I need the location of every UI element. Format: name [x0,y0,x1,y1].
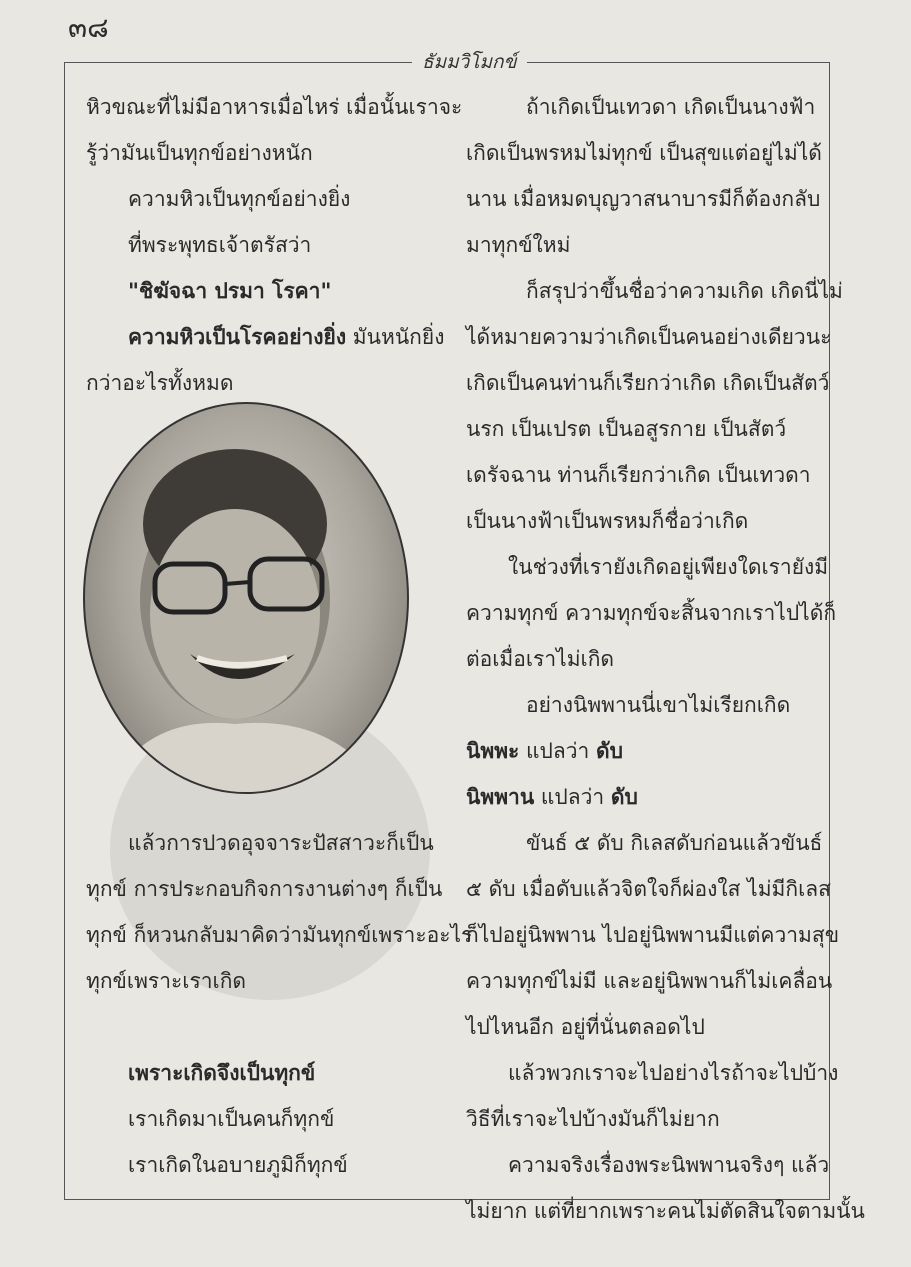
paragraph-line: ทุกข์เพราะเราเกิด [86,969,247,993]
page-number: ๓๘ [68,11,109,44]
paragraph-line: ความทุกข์ ความทุกข์จะสิ้นจากเราไปได้ก็ [466,601,837,625]
paragraph-line: ไม่ยาก แต่ที่ยากเพราะคนไม่ตัดสินใจตามนั้น [466,1199,865,1223]
paragraph-line: ขันธ์ ๕ ดับ กิเลสดับก่อนแล้วขันธ์ [526,831,823,855]
paragraph-line: ถ้าเกิดเป็นเทวดา เกิดเป็นนางฟ้า [526,95,816,119]
paragraph-line: นาน เมื่อหมดบุญวาสนาบารมีก็ต้องกลับ [466,187,821,211]
paragraph-line: ความหิวเป็นโรคอย่างยิ่ง มันหนักยิ่ง [128,324,445,349]
paragraph-line: ได้หมายความว่าเกิดเป็นคนอย่างเดียวนะ [466,325,832,349]
monk-portrait-photo [83,402,409,794]
paragraph-line: ทุกข์ การประกอบกิจการงานต่างๆ ก็เป็น [86,877,443,901]
paragraph-line: ทุกข์ ก็หวนกลับมาคิดว่ามันทุกข์เพราะอะไร [86,923,473,947]
left-column-bottom [86,820,473,1188]
pali-quote: "ชิฆัจฉา ปรมา โรคา" [128,278,332,303]
definition-line: นิพพาน แปลว่า ดับ [466,784,638,809]
paragraph-line: ๕ ดับ เมื่อดับแล้วจิตใจก็ผ่องใส ไม่มีกิเลส [466,877,831,901]
paragraph-line: ต่อเมื่อเราไม่เกิด [466,647,615,671]
left-column-top [86,84,463,406]
paragraph-line: เกิดเป็นพรหมไม่ทุกข์ เป็นสุขแต่อยู่ไม่ได้ [466,141,822,165]
paragraph-line: เราเกิดมาเป็นคนก็ทุกข์ [128,1107,335,1131]
paragraph-line: หิวขณะที่ไม่มีอาหารเมื่อไหร่ เมื่อนั้นเราจะ [86,95,463,119]
section-heading: เพราะเกิดจึงเป็นทุกข์ [128,1060,316,1085]
paragraph-line: ก็ไปอยู่นิพพาน ไปอยู่นิพพานมีแต่ความสุข [466,923,840,947]
paragraph-line: ความหิวเป็นทุกข์อย่างยิ่ง [128,187,351,211]
definition-line: นิพพะ แปลว่า ดับ [466,738,623,763]
paragraph-line: ความจริงเรื่องพระนิพพานจริงๆ แล้ว [508,1153,830,1177]
spacer [86,1004,446,1050]
paragraph-line: อย่างนิพพานนี่เขาไม่เรียกเกิด [526,693,791,717]
paragraph-line: มาทุกข์ใหม่ [466,233,571,257]
paragraph-line: เกิดเป็นคนท่านก็เรียกว่าเกิด เกิดเป็นสัตว์ [466,371,830,395]
paragraph-line: ก็สรุปว่าขึ้นชื่อว่าความเกิด เกิดนี่ไม่ [526,279,843,303]
paragraph-line: แล้วการปวดอุจจาระปัสสาวะก็เป็น [128,831,434,855]
paragraph-line: ในช่วงที่เรายังเกิดอยู่เพียงใดเรายังมี [508,555,829,579]
right-column [466,84,865,1234]
paragraph-line: ที่พระพุทธเจ้าตรัสว่า [128,233,312,257]
paragraph-line: ความทุกข์ไม่มี และอยู่นิพพานก็ไม่เคลื่อน [466,969,833,993]
paragraph-line: แล้วพวกเราจะไปอย่างไรถ้าจะไปบ้าง [508,1061,839,1085]
paragraph-line: ไปไหนอีก อยู่ที่นั่นตลอดไป [466,1015,705,1039]
portrait-illustration [85,404,407,792]
paragraph-line: เดรัจฉาน ท่านก็เรียกว่าเกิด เป็นเทวดา [466,463,811,487]
running-header: ธัมมวิโมกข์ [412,47,527,77]
paragraph-line: เป็นนางฟ้าเป็นพรหมก็ชื่อว่าเกิด [466,509,749,533]
paragraph-line: รู้ว่ามันเป็นทุกข์อย่างหนัก [86,141,313,165]
paragraph-line: เราเกิดในอบายภูมิก็ทุกข์ [128,1153,348,1177]
paragraph-line: กว่าอะไรทั้งหมด [86,371,234,395]
paragraph-line: วิธีที่เราจะไปบ้างมันก็ไม่ยาก [466,1107,720,1131]
paragraph-line: นรก เป็นเปรต เป็นอสูรกาย เป็นสัตว์ [466,417,787,441]
